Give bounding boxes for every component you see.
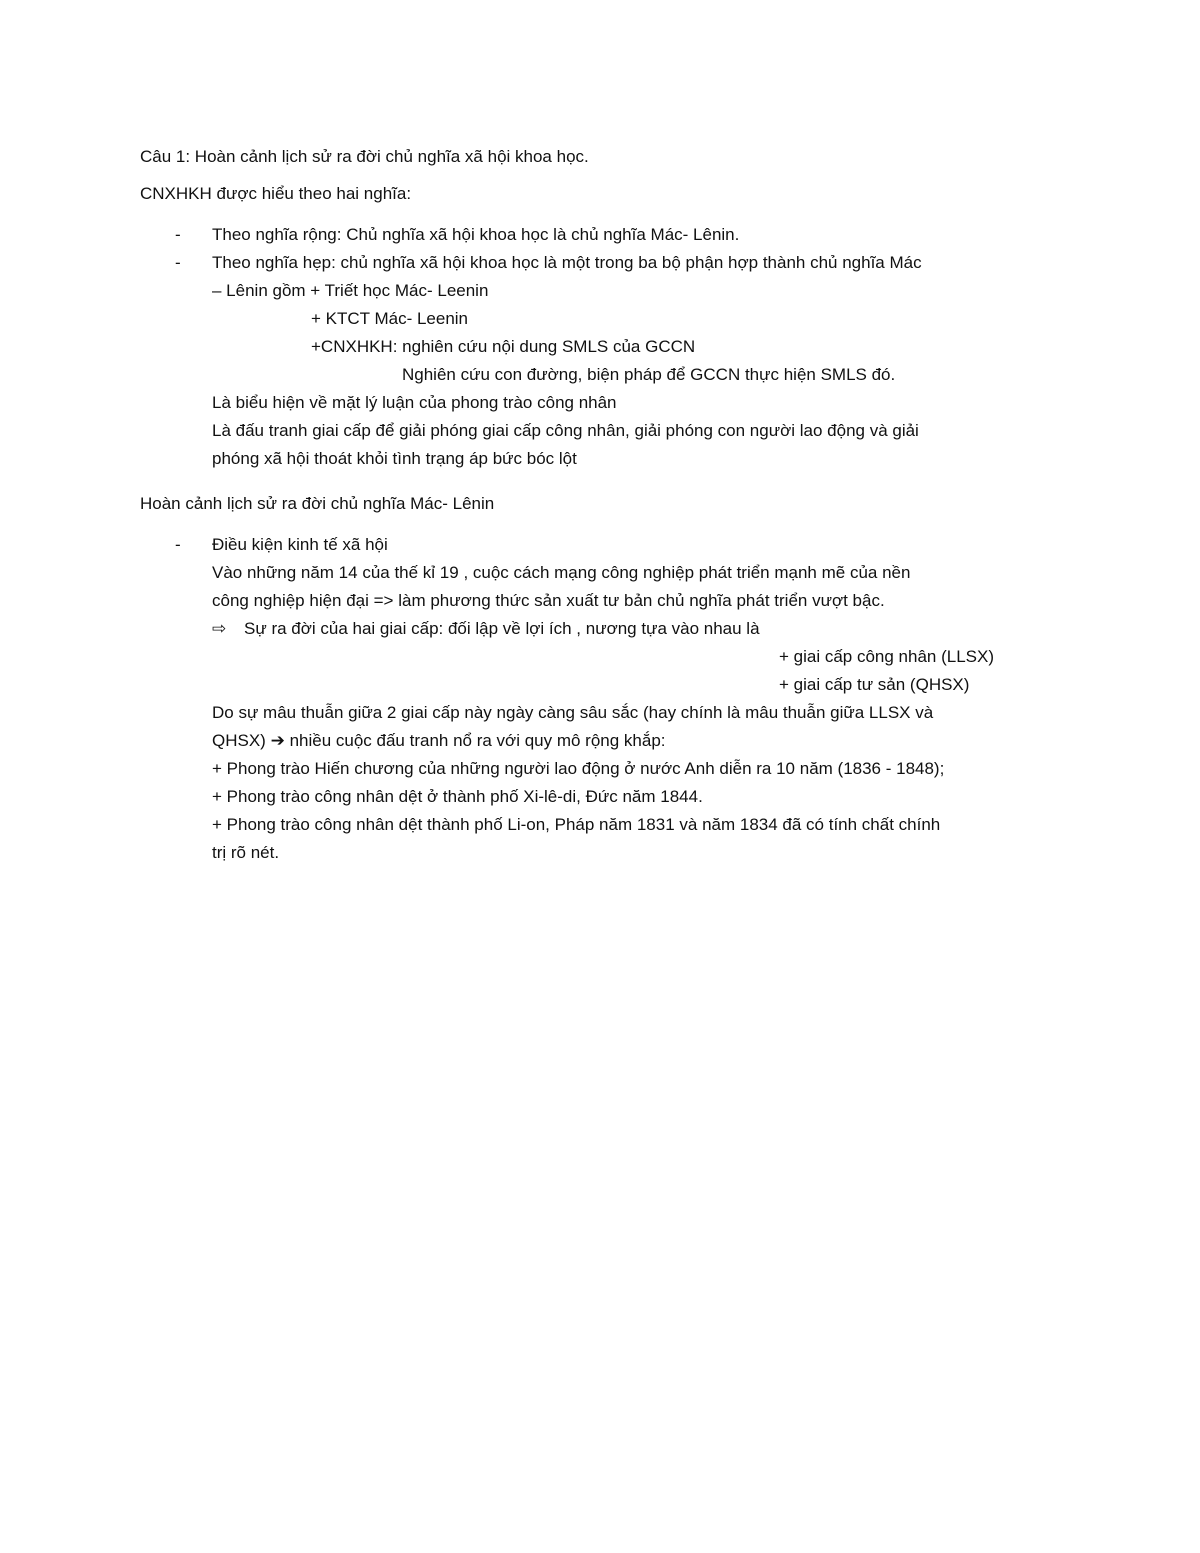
- paragraph-line: Là biểu hiện về mặt lý luận của phong trào công nhân: [212, 393, 617, 412]
- class-item: + giai cấp công nhân (LLSX): [779, 647, 995, 666]
- component-item: + KTCT Mác- Leenin: [311, 309, 469, 328]
- list-item: [140, 249, 1060, 277]
- bullet-dash: -: [175, 535, 181, 554]
- conditions-list: [140, 531, 1060, 867]
- document-body: [140, 143, 1060, 867]
- list-item: [140, 221, 1060, 249]
- intro-text: CNXHKH được hiểu theo hai nghĩa:: [140, 184, 412, 203]
- bullet-dash: -: [175, 253, 181, 272]
- paragraph-line: Là đấu tranh giai cấp để giải phóng giai cấp công nhân, giải phóng con người lao động và giải: [212, 421, 919, 440]
- paragraph-line: phóng xã hội thoát khỏi tình trạng áp bức bóc lột: [212, 449, 577, 468]
- list-item-text: Theo nghĩa hẹp: chủ nghĩa xã hội khoa học là một trong ba bộ phận hợp thành chủ nghĩa Mác: [212, 253, 922, 272]
- movement-item: + Phong trào Hiến chương của những người lao động ở nước Anh diễn ra 10 năm (1836 - 1848);: [212, 759, 945, 778]
- paragraph-fragment: QHSX): [212, 731, 266, 750]
- bullet-dash: -: [175, 225, 181, 244]
- meaning-list: [140, 221, 1060, 473]
- paragraph-line: Vào những năm 14 của thế kỉ 19 , cuộc cách mạng công nghiệp phát triển mạnh mẽ của nền: [212, 563, 911, 582]
- list-item: [140, 531, 1060, 559]
- movement-item: + Phong trào công nhân dệt thành phố Li-on, Pháp năm 1831 và năm 1834 đã có tính chất chính: [212, 815, 941, 834]
- arrow-bullet-item: [140, 615, 1060, 643]
- paragraph-fragment: nhiều cuộc đấu tranh nổ ra với quy mô rộng khắp:: [289, 731, 666, 750]
- paragraph-line: Do sự mâu thuẫn giữa 2 giai cấp này ngày càng sâu sắc (hay chính là mâu thuẫn giữa LLSX và: [212, 703, 934, 722]
- list-item-text: Điều kiện kinh tế xã hội: [212, 535, 388, 554]
- arrow-right-icon: ⇨: [212, 619, 227, 638]
- component-detail: Nghiên cứu con đường, biện pháp để GCCN thực hiện SMLS đó.: [402, 365, 896, 384]
- section-heading: Hoàn cảnh lịch sử ra đời chủ nghĩa Mác- Lênin: [140, 494, 495, 513]
- question-title: Câu 1: Hoàn cảnh lịch sử ra đời chủ nghĩa xã hội khoa học.: [140, 147, 589, 166]
- movement-item-continuation: trị rõ nét.: [212, 843, 280, 862]
- list-item-text: Theo nghĩa rộng: Chủ nghĩa xã hội khoa học là chủ nghĩa Mác- Lênin.: [212, 225, 740, 244]
- paragraph-line: [140, 727, 1060, 755]
- class-item: + giai cấp tư sản (QHSX): [779, 675, 970, 694]
- paragraph-line: công nghiệp hiện đại => làm phương thức sản xuất tư bản chủ nghĩa phát triển vượt bậc.: [212, 591, 885, 610]
- component-item: +CNXHKH: nghiên cứu nội dung SMLS của GCCN: [311, 337, 696, 356]
- arrow-bullet-text: Sự ra đời của hai giai cấp: đối lập về lợi ích , nương tựa vào nhau là: [244, 619, 760, 638]
- bold-arrow-icon: ➔: [270, 731, 285, 750]
- movement-item: + Phong trào công nhân dệt ở thành phố Xi-lê-di, Đức năm 1844.: [212, 787, 703, 806]
- list-item-continuation: – Lênin gồm + Triết học Mác- Leenin: [212, 281, 489, 300]
